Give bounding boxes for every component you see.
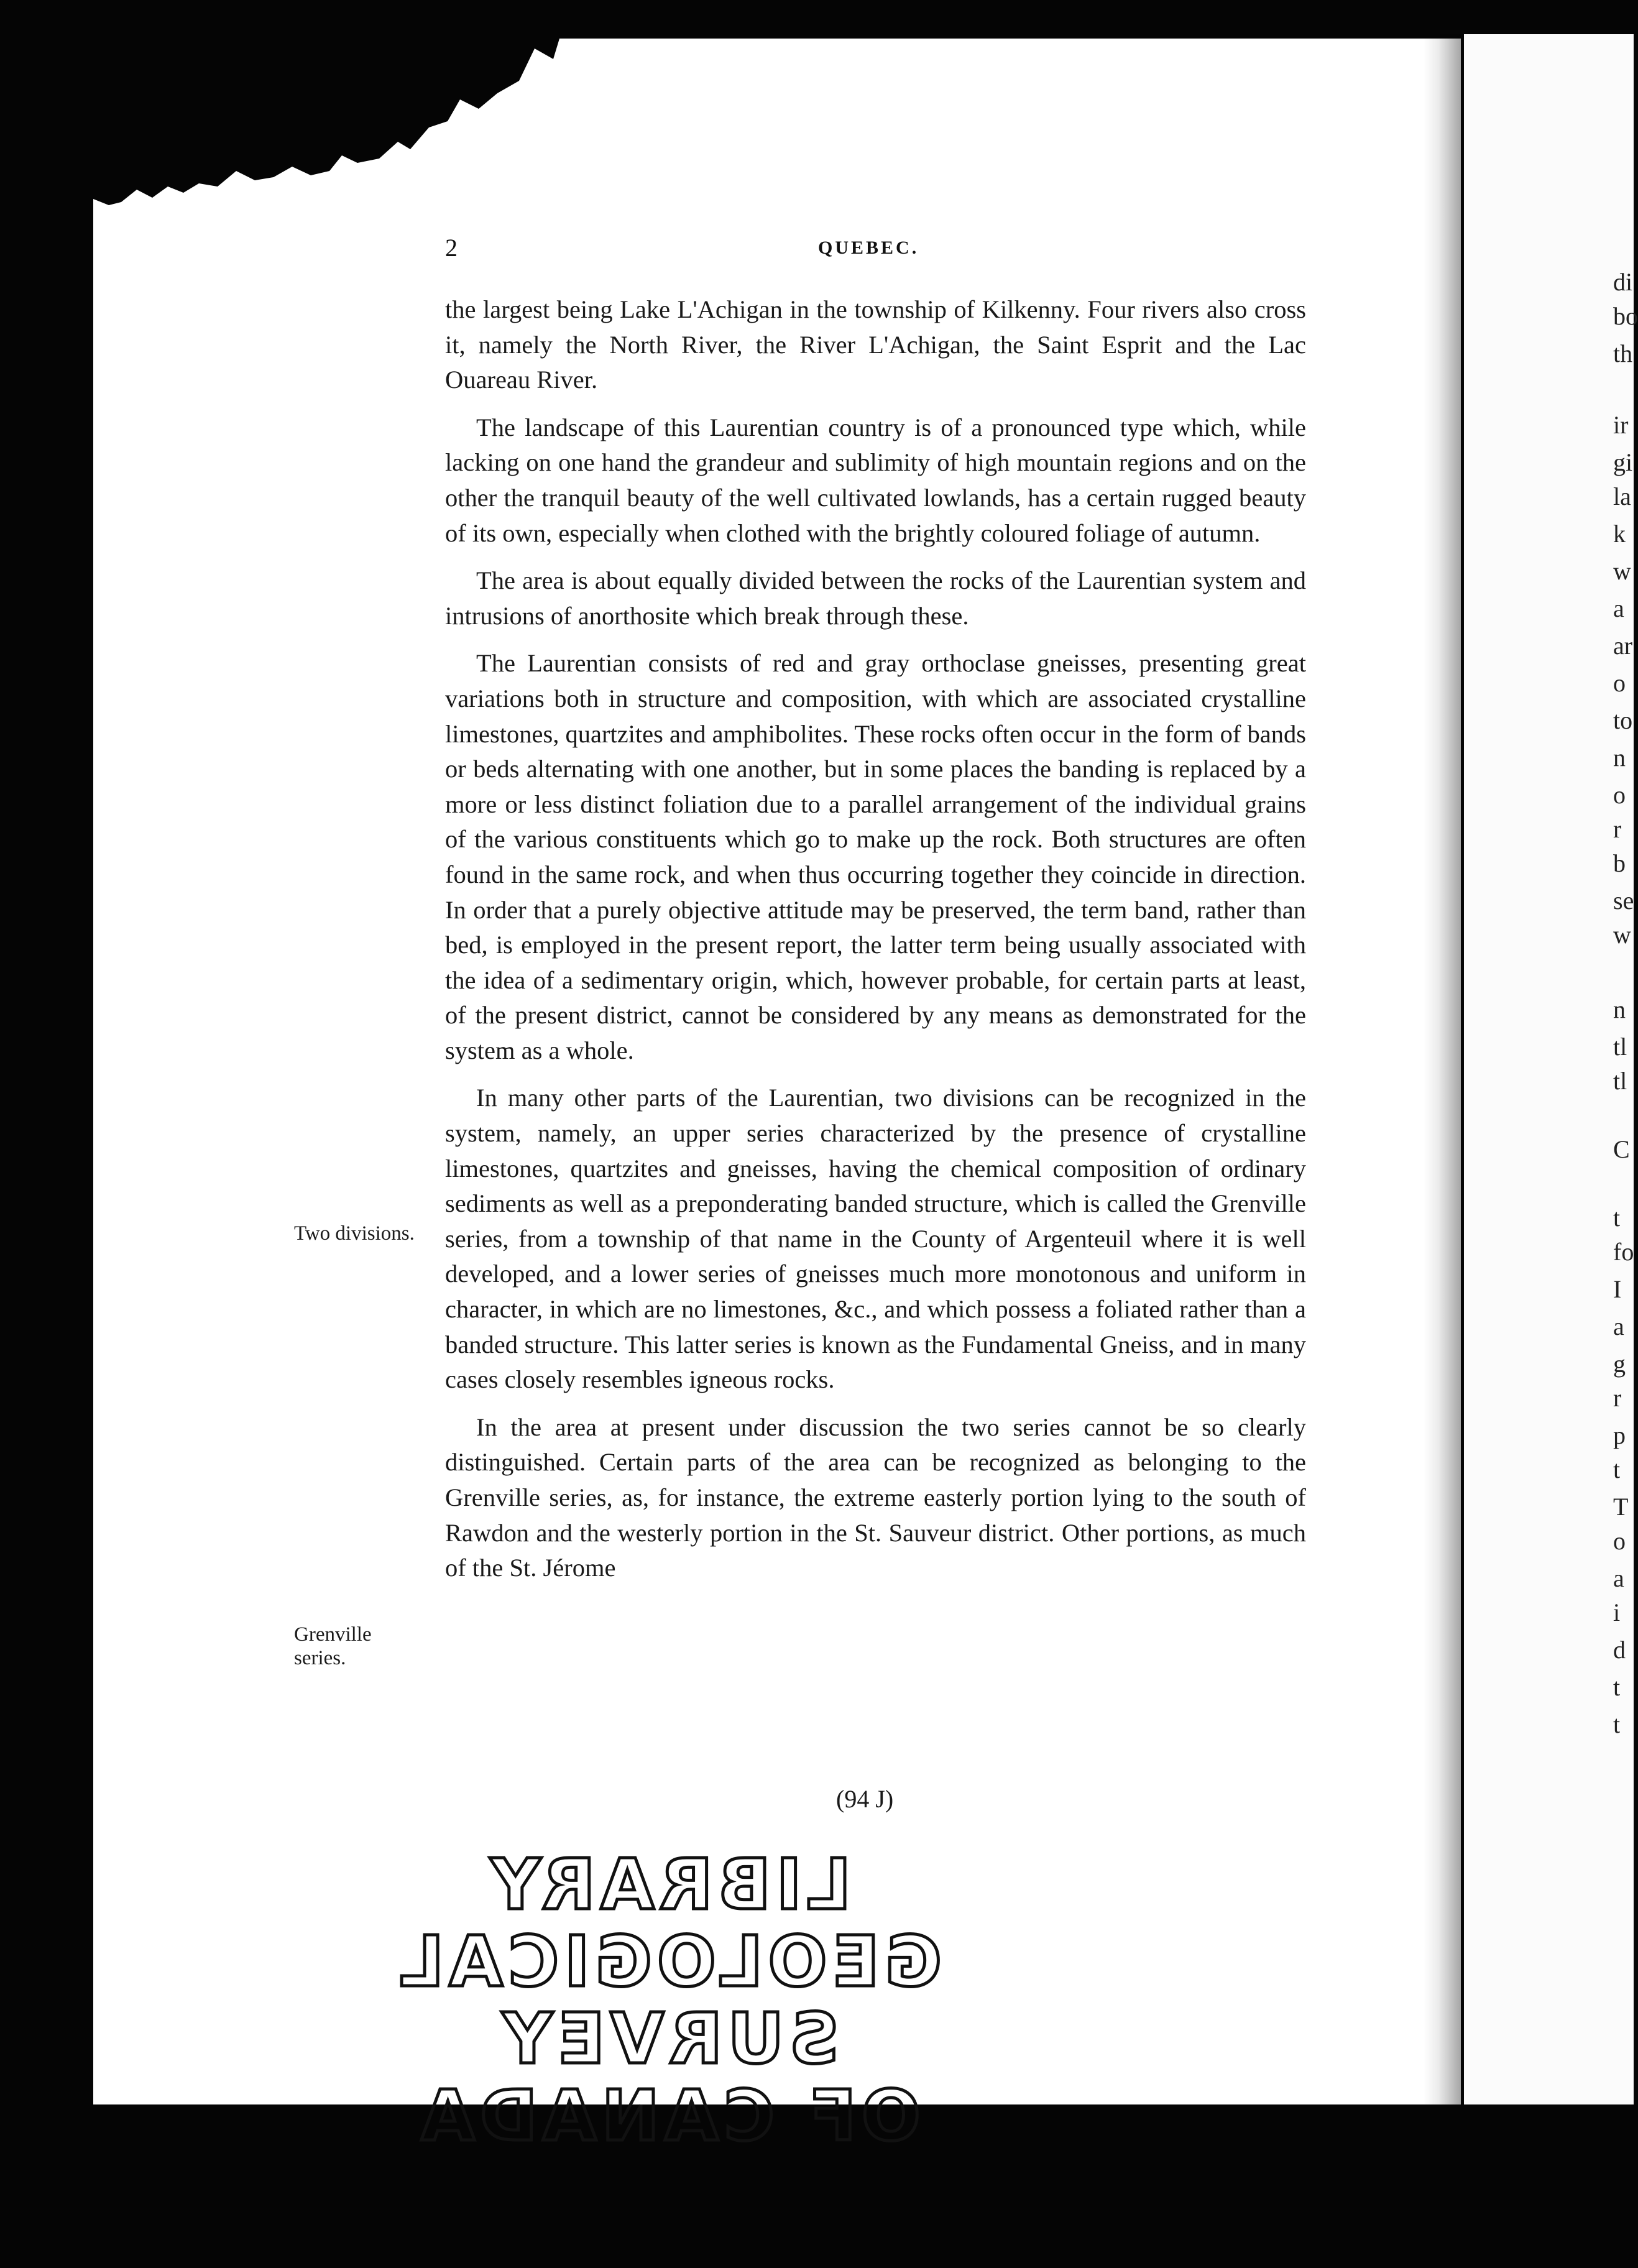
adjacent-page-fragment: d — [1613, 1636, 1626, 1664]
adjacent-page-fragment: n — [1613, 995, 1626, 1023]
paragraph-5: In many other parts of the Laurentian, two divisions can be recognized in the system, namely, an upper series characterized by the presence of crystalline limestones, quartzites and gneisses, having the chemical composition of ordinary sediments as well as a preponderating banded structure, which is called the Grenville series, from a township of that name in the County of Argenteuil where it is well developed, and a lower series of gneisses much more monotonous and uniform in character, in which are no limestones, &c., and which possess a foliated rather than a banded structure. This latter series is known as the Fundamental Gneiss, and in many cases closely resembles igneous rocks. — [445, 1084, 1306, 1394]
paragraph-2: The landscape of this Laurentian country is of a pronounced type which, while lacking on one hand the grandeur and sublimity of high mountain regions and on the other the tranquil beauty of the well cultivated lowlands, has a certain rugged beauty of its own, especially when clothed with the brightly coloured foliage of autumn. — [445, 413, 1306, 547]
running-title: QUEBEC. — [818, 237, 919, 258]
paragraph-4: The Laurentian consists of red and gray orthoclase gneisses, presenting great variations both in structure and composition, with which are associated crystalline limestones, quartzites and amphibolites. These rocks often occur in the form of bands or beds alternating with one another, but in some places the banding is replaced by a more or less distinct foliation due to a parallel arrangement of the individual grains of the various constituents which go to make up the rock. Both structures are often found in the same rock, and when thus occurring together they coincide in direction. In order that a purely objective attitude may be preserved, the term band, rather than bed, is employed in the present report, the latter term being usually associated with the idea of a sedimentary origin, which, however probable, for certain parts at least, of the present district, cannot be considered by any means as demonstrated for the system as a whole. — [445, 649, 1306, 1064]
sidenote-series: series. — [294, 1647, 346, 1669]
adjacent-page-fragment: la — [1613, 482, 1631, 510]
adjacent-page-fragment: w — [1613, 557, 1631, 585]
adjacent-page-fragment: T — [1613, 1493, 1629, 1521]
stamp-line-geological-survey: GEOLOGICAL SURVEY — [394, 1922, 942, 2080]
adjacent-page-fragment: k — [1613, 520, 1626, 548]
adjacent-page-fragment: bo — [1613, 302, 1638, 330]
adjacent-page-fragment: se — [1613, 887, 1634, 915]
adjacent-page-fragment: a — [1613, 1564, 1624, 1592]
adjacent-page-fragment: o — [1613, 1527, 1626, 1555]
adjacent-page-fragment: n — [1613, 744, 1626, 772]
adjacent-page-fragment: b — [1613, 849, 1626, 877]
adjacent-page-fragment: r — [1613, 815, 1622, 843]
adjacent-page-fragment: o — [1613, 781, 1626, 809]
adjacent-page-fragment: ar — [1613, 632, 1633, 660]
paragraph-3: The area is about equally divided between the rocks of the Laurentian system and intrusions of anorthosite which break through these. — [445, 566, 1306, 630]
adjacent-page — [1464, 34, 1638, 2104]
adjacent-page-fragment: ir — [1613, 411, 1629, 439]
sidenote-grenville: Grenville — [294, 1623, 372, 1646]
adjacent-page-fragment: tl — [1613, 1033, 1627, 1061]
adjacent-page-fragment: r — [1613, 1384, 1622, 1412]
adjacent-page-fragment: t — [1613, 1673, 1621, 1701]
adjacent-page-fragment: g — [1613, 1350, 1626, 1378]
paragraph-6: In the area at present under discussion the two series cannot be so clearly distinguished. Certain parts of the area can be recognized as belonging to the Grenville series, as, for instance, the extreme easterly portion lying to the south of Rawdon and the westerly portion in the St. Sauveur district. Other portions, as much of the St. Jérome — [445, 1413, 1306, 1582]
adjacent-page-fragment: w — [1613, 921, 1631, 949]
adjacent-page-fragment: C — [1613, 1135, 1630, 1163]
sidenote-two-divisions: Two divisions. — [294, 1222, 415, 1245]
stamp-line-library: LIBRARY — [485, 1845, 852, 1925]
adjacent-page-fragment: a — [1613, 1312, 1624, 1340]
library-stamp — [348, 1845, 988, 2157]
adjacent-page-fragment: i — [1613, 1598, 1621, 1626]
paragraph-1: the largest being Lake L'Achigan in the township of Kilkenny. Four rivers also cross it, namely the North River, the River L'Achigan, the Saint Esprit and the Lac Ouareau River. — [445, 295, 1306, 394]
adjacent-page-fragment: to — [1613, 706, 1633, 734]
adjacent-page-fragment: o — [1613, 669, 1626, 697]
adjacent-page-fragment: t — [1613, 1455, 1621, 1483]
adjacent-page-fragment: p — [1613, 1421, 1626, 1449]
adjacent-page-fragment: fo — [1613, 1238, 1634, 1266]
stamp-line-of-canada: OF CANADA — [416, 2076, 921, 2157]
page-number: 2 — [445, 234, 458, 262]
adjacent-page-fragment: I — [1613, 1275, 1622, 1303]
adjacent-page-fragment: a — [1613, 594, 1624, 622]
page-footer-signature: (94 J) — [836, 1785, 894, 1813]
adjacent-page-fragment: tl — [1613, 1067, 1627, 1095]
adjacent-page-fragment: t — [1613, 1204, 1621, 1232]
adjacent-page-fragment: gi — [1613, 448, 1633, 476]
page-fold-shadow — [1424, 34, 1461, 2104]
adjacent-page-fragment: th — [1613, 339, 1633, 367]
adjacent-page-fragment: di — [1613, 268, 1633, 296]
body-text — [445, 292, 1306, 1598]
adjacent-page-fragment: t — [1613, 1710, 1621, 1738]
